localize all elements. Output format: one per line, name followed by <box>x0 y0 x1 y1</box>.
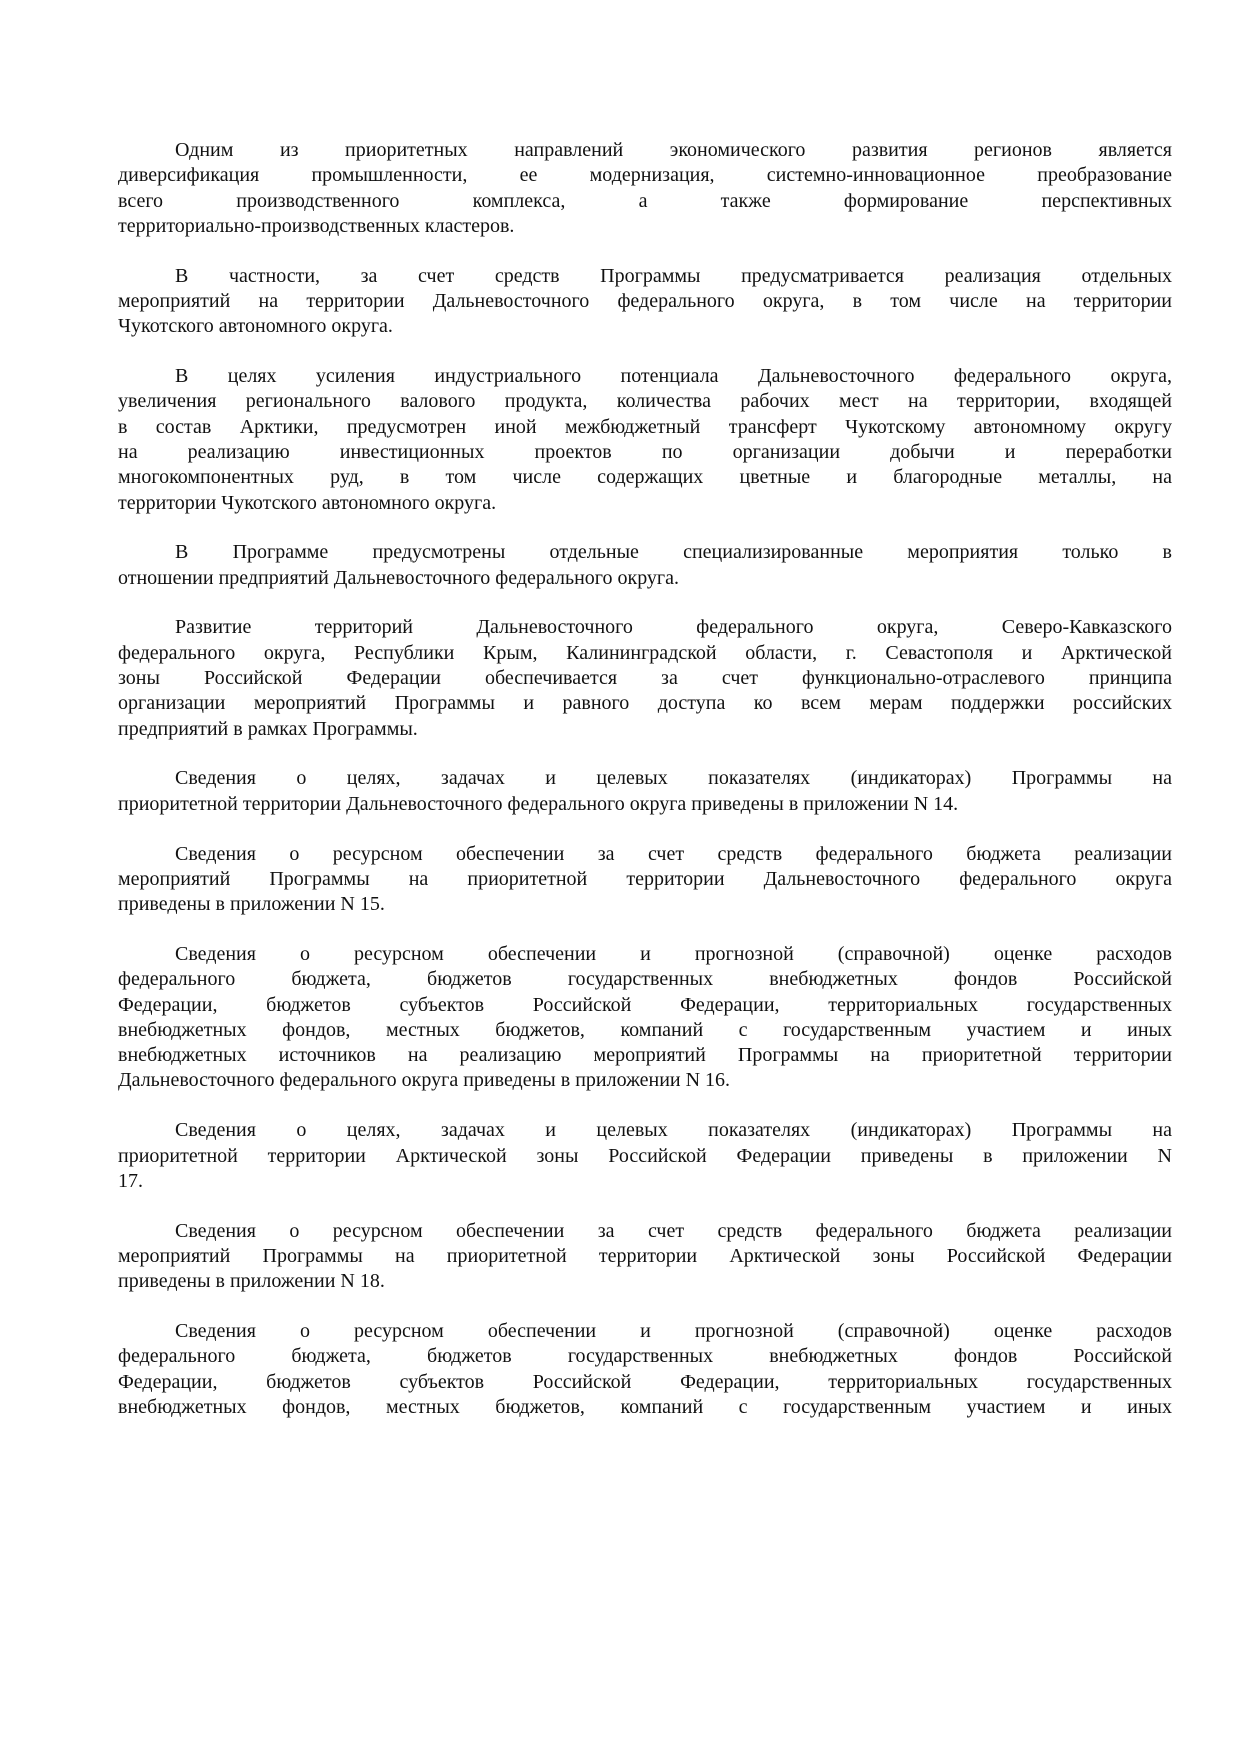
text-line: внебюджетных источников на реализацию мероприятий Программы на приоритетной территории <box>118 1044 1172 1067</box>
text-line: Сведения о ресурсном обеспечении и прогнозной (справочной) оценке расходов <box>175 1319 1172 1342</box>
paragraph <box>118 766 1172 817</box>
text-line: Чукотского автономного округа. <box>118 315 393 338</box>
text-line: отношении предприятий Дальневосточного федерального округа. <box>118 566 680 589</box>
text-line: предприятий в рамках Программы. <box>118 717 418 740</box>
paragraph <box>118 1118 1172 1194</box>
text-line: зоны Российской Федерации обеспечивается за счет функционально-отраслевого принципа <box>118 667 1172 690</box>
text-line: В целях усиления индустриального потенциала Дальневосточного федерального округа, <box>175 365 1172 388</box>
text-line: федерального округа, Республики Крым, Калининградской области, г. Севастополя и Арктической <box>118 641 1172 664</box>
text-line: всего производственного комплекса, а также формирование перспективных <box>118 189 1172 212</box>
text-line: увеличения регионального валового продукта, количества рабочих мест на территории, входящей <box>118 390 1172 413</box>
text-line: Федерации, бюджетов субъектов Российской Федерации, территориальных государственных <box>118 1370 1172 1393</box>
paragraph <box>118 842 1172 918</box>
text-line: 17. <box>118 1169 143 1192</box>
text-line: многокомпонентных руд, в том числе содержащих цветные и благородные металлы, на <box>118 466 1172 489</box>
text-line: мероприятий Программы на приоритетной территории Арктической зоны Российской Федерации <box>118 1244 1172 1267</box>
text-line: территориально-производственных кластеров. <box>118 214 515 237</box>
paragraph <box>118 1319 1172 1420</box>
text-line: Одним из приоритетных направлений экономического развития регионов является <box>175 139 1172 161</box>
text-line: Дальневосточного федерального округа приведены в приложении N 16. <box>118 1069 731 1092</box>
text-line: приоритетной территории Арктической зоны Российской Федерации приведены в приложении N <box>118 1144 1172 1167</box>
document-page <box>118 138 1172 1445</box>
text-line: федерального бюджета, бюджетов государственных внебюджетных фондов Российской <box>118 968 1172 991</box>
text-line: на реализацию инвестиционных проектов по организации добычи и переработки <box>118 440 1172 463</box>
paragraph <box>118 1219 1172 1295</box>
text-line: Сведения о ресурсном обеспечении за счет средств федерального бюджета реализации <box>175 842 1172 865</box>
text-line: приведены в приложении N 18. <box>118 1270 385 1293</box>
paragraph <box>118 138 1172 239</box>
text-line: приведены в приложении N 15. <box>118 893 385 916</box>
text-line: Сведения о ресурсном обеспечении за счет средств федерального бюджета реализации <box>175 1219 1172 1242</box>
text-line: Развитие территорий Дальневосточного федерального округа, Северо-Кавказского <box>175 616 1172 639</box>
paragraph <box>118 264 1172 340</box>
paragraph <box>118 615 1172 741</box>
text-line: внебюджетных фондов, местных бюджетов, компаний с государственным участием и иных <box>118 1395 1172 1418</box>
paragraph <box>118 540 1172 591</box>
text-line: В Программе предусмотрены отдельные специализированные мероприятия только в <box>175 541 1172 564</box>
text-line: федерального бюджета, бюджетов государственных внебюджетных фондов Российской <box>118 1345 1172 1368</box>
text-line: диверсификация промышленности, ее модернизация, системно-инновационное преобразование <box>118 164 1172 187</box>
paragraph <box>118 942 1172 1094</box>
text-line: мероприятий Программы на приоритетной территории Дальневосточного федерального округа <box>118 867 1172 890</box>
text-line: внебюджетных фондов, местных бюджетов, компаний с государственным участием и иных <box>118 1018 1172 1041</box>
text-line: мероприятий на территории Дальневосточного федерального округа, в том числе на территории <box>118 289 1172 312</box>
text-line: Сведения о целях, задачах и целевых показателях (индикаторах) Программы на <box>175 767 1172 790</box>
text-line: Сведения о целях, задачах и целевых показателях (индикаторах) Программы на <box>175 1119 1172 1142</box>
text-line: в состав Арктики, предусмотрен иной межбюджетный трансферт Чукотскому автономному округу <box>118 415 1172 438</box>
text-line: В частности, за счет средств Программы предусматривается реализация отдельных <box>175 264 1172 287</box>
text-line: Сведения о ресурсном обеспечении и прогнозной (справочной) оценке расходов <box>175 942 1172 965</box>
paragraph <box>118 364 1172 516</box>
text-line: приоритетной территории Дальневосточного федерального округа приведены в приложении N 14. <box>118 792 959 815</box>
text-line: Федерации, бюджетов субъектов Российской Федерации, территориальных государственных <box>118 993 1172 1016</box>
text-line: территории Чукотского автономного округа. <box>118 491 497 514</box>
text-line: организации мероприятий Программы и равного доступа ко всем мерам поддержки российских <box>118 692 1172 715</box>
